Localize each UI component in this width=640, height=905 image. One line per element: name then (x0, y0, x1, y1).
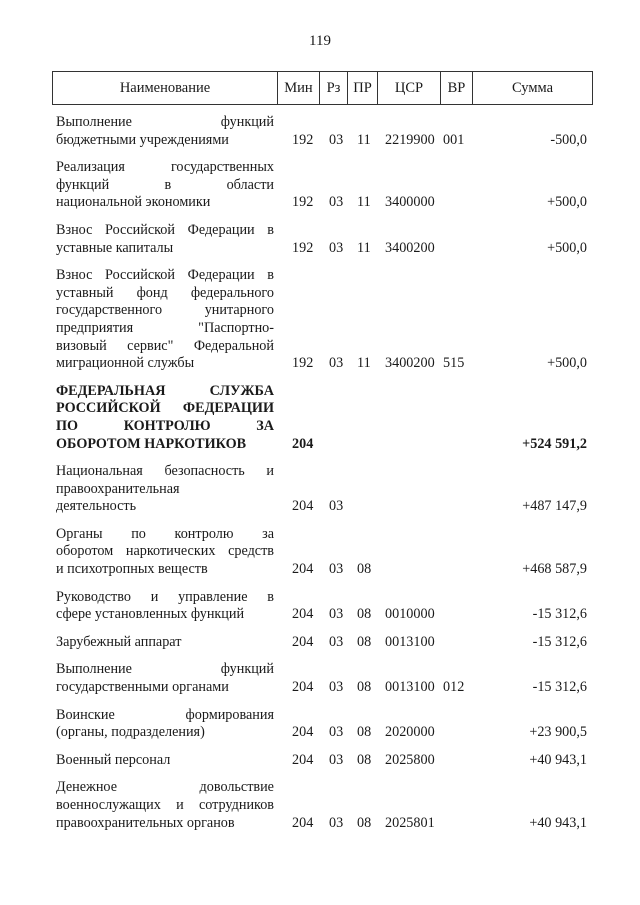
row-name-line: Денежное довольствие (56, 779, 274, 796)
cell-sum: +487 147,9 (522, 498, 587, 515)
row-values (274, 355, 595, 373)
cell-min: 192 (292, 239, 314, 256)
cell-min: 204 (292, 814, 314, 831)
cell-vr (439, 752, 473, 770)
cell-vr (439, 194, 473, 212)
row-name (56, 752, 274, 770)
table-row (56, 267, 596, 373)
row-values (274, 606, 595, 624)
row-values (274, 561, 595, 579)
cell-vr (439, 561, 473, 579)
cell-vr: 012 (443, 679, 465, 696)
row-name (56, 159, 274, 212)
cell-rz: 03 (329, 355, 344, 372)
table-row (56, 661, 596, 696)
cell-rz (318, 436, 346, 454)
cell-pr: 08 (357, 633, 372, 650)
row-name-line: Взнос Российской Федерации в (56, 221, 274, 238)
cell-pr: 11 (357, 355, 371, 372)
row-name (56, 222, 274, 257)
table-row (56, 159, 596, 212)
row-values (274, 815, 595, 833)
cell-csr (376, 498, 439, 516)
row-name (56, 634, 274, 652)
cell-vr: 001 (443, 131, 465, 148)
cell-vr (439, 634, 473, 652)
row-name-line: уставные капиталы (56, 239, 174, 256)
header-pr: ПР (348, 72, 378, 104)
cell-vr (439, 724, 473, 742)
cell-sum: -500,0 (550, 131, 587, 148)
cell-sum: +500,0 (547, 239, 587, 256)
cell-pr: 08 (357, 814, 372, 831)
row-name (56, 661, 274, 696)
row-name (56, 707, 274, 742)
row-name-line: и психотропных веществ (56, 561, 208, 578)
cell-csr: 2025801 (385, 814, 435, 831)
row-name-line: Зарубежный аппарат (56, 633, 182, 650)
cell-pr: 08 (357, 751, 372, 768)
row-name-line: национальной экономики (56, 194, 211, 211)
table-row (56, 114, 596, 149)
cell-sum: +500,0 (547, 194, 587, 211)
cell-rz: 03 (329, 679, 344, 696)
row-values (274, 240, 595, 258)
cell-rz: 03 (329, 814, 344, 831)
cell-min: 204 (292, 679, 314, 696)
cell-vr (439, 436, 473, 454)
header-min: Мин (278, 72, 320, 104)
row-name (56, 526, 274, 579)
table-row (56, 222, 596, 257)
row-name (56, 589, 274, 624)
cell-pr: 08 (357, 606, 372, 623)
cell-sum: -15 312,6 (532, 606, 587, 623)
cell-sum: +500,0 (547, 355, 587, 372)
table-row (56, 752, 596, 770)
cell-csr: 3400000 (385, 194, 435, 211)
row-name-line: визовый сервис" Федеральной (56, 337, 274, 354)
cell-csr: 0010000 (385, 606, 435, 623)
page-number: 119 (309, 33, 331, 49)
row-name-line: Национальная безопасность и (56, 463, 274, 480)
row-name-line: ОБОРОТОМ НАРКОТИКОВ (56, 435, 247, 452)
table-row (56, 779, 596, 832)
cell-pr: 11 (357, 239, 371, 256)
row-values (274, 724, 595, 742)
cell-csr (376, 436, 439, 454)
table-header (52, 71, 593, 105)
header-csr: ЦСР (378, 72, 441, 104)
row-name (56, 779, 274, 832)
row-name (56, 114, 274, 149)
cell-rz: 03 (329, 131, 344, 148)
table-row (56, 383, 596, 453)
cell-csr: 0013100 (385, 679, 435, 696)
cell-sum: +40 943,1 (529, 814, 587, 831)
row-name-line: государственного унитарного (56, 302, 274, 319)
cell-min: 204 (292, 724, 314, 741)
cell-csr: 2219900 (385, 131, 435, 148)
cell-sum: +40 943,1 (529, 751, 587, 768)
cell-min: 204 (292, 751, 314, 768)
row-name-line: (органы, подразделения) (56, 724, 205, 741)
cell-rz: 03 (329, 633, 344, 650)
cell-pr: 08 (357, 724, 372, 741)
header-vr: ВР (441, 72, 473, 104)
cell-rz: 03 (329, 239, 344, 256)
row-values (274, 752, 595, 770)
row-values (274, 436, 595, 454)
row-name-line: миграционной службы (56, 355, 195, 372)
cell-csr: 2025800 (385, 751, 435, 768)
row-values (274, 132, 595, 150)
row-name-line: ФЕДЕРАЛЬНАЯ СЛУЖБА (56, 382, 274, 399)
cell-vr (439, 498, 473, 516)
header-sum: Сумма (511, 79, 554, 96)
row-values (274, 498, 595, 516)
cell-pr: 11 (357, 194, 371, 211)
header-rz: Рз (320, 72, 348, 104)
cell-sum: -15 312,6 (532, 679, 587, 696)
cell-rz: 03 (329, 751, 344, 768)
cell-min: 192 (292, 131, 314, 148)
row-name-line: Военный персонал (56, 751, 171, 768)
cell-vr (439, 815, 473, 833)
cell-sum: -15 312,6 (532, 633, 587, 650)
row-name-line: Взнос Российской Федерации в (56, 267, 274, 284)
table-row (56, 634, 596, 652)
cell-pr: 11 (357, 131, 371, 148)
row-name (56, 383, 274, 453)
table-row (56, 463, 596, 516)
cell-min: 204 (292, 606, 314, 623)
cell-min: 204 (292, 498, 314, 515)
cell-vr (439, 606, 473, 624)
cell-min: 192 (292, 194, 314, 211)
row-name-line: правоохранительная (56, 480, 180, 497)
row-name-line: предприятия "Паспортно- (56, 319, 274, 336)
row-name (56, 463, 274, 516)
cell-rz: 03 (329, 194, 344, 211)
cell-csr: 3400200 (385, 239, 435, 256)
row-name-line: деятельность (56, 498, 137, 515)
cell-sum: +468 587,9 (522, 561, 587, 578)
row-name-line: бюджетными учреждениями (56, 131, 229, 148)
cell-rz: 03 (329, 724, 344, 741)
cell-csr: 0013100 (385, 633, 435, 650)
row-name-line: функций в области (56, 176, 274, 193)
row-name-line: военнослужащих и сотрудников (56, 797, 274, 813)
cell-rz: 03 (329, 561, 344, 578)
row-name-line: Воинские формирования (56, 706, 274, 723)
row-values (274, 634, 595, 652)
row-name-line: оборотом наркотических средств (56, 543, 274, 560)
row-values (274, 194, 595, 212)
table-row (56, 707, 596, 742)
cell-pr (346, 498, 376, 516)
row-values (274, 679, 595, 697)
row-name-line: ПО КОНТРОЛЮ ЗА (56, 417, 274, 434)
row-name (56, 267, 274, 373)
cell-sum: +524 591,2 (522, 435, 587, 452)
cell-csr (376, 561, 439, 579)
cell-csr: 3400200 (385, 355, 435, 372)
row-name-line: уставный фонд федерального (56, 284, 274, 301)
cell-rz: 03 (329, 606, 344, 623)
row-name-line: Органы по контролю за (56, 525, 274, 542)
cell-pr: 08 (357, 679, 372, 696)
cell-pr (346, 436, 376, 454)
table-row (56, 526, 596, 579)
row-name-line: Выполнение функций (56, 114, 274, 130)
cell-min: 204 (292, 561, 314, 578)
row-name-line: РОССИЙСКОЙ ФЕДЕРАЦИИ (56, 400, 274, 417)
cell-vr (439, 240, 473, 258)
table-row (56, 589, 596, 624)
cell-vr: 515 (443, 355, 465, 372)
cell-rz: 03 (329, 498, 344, 515)
row-name-line: правоохранительных органов (56, 814, 235, 831)
row-name-line: Реализация государственных (56, 159, 274, 176)
row-name-line: государственными органами (56, 679, 229, 696)
row-name-line: сфере установленных функций (56, 606, 245, 623)
cell-min: 204 (292, 633, 314, 650)
row-name-line: Руководство и управление в (56, 588, 274, 605)
row-name-line: Выполнение функций (56, 661, 274, 678)
header-name: Наименование (53, 72, 278, 104)
table-body (56, 114, 596, 842)
cell-min: 192 (292, 355, 314, 372)
cell-csr: 2020000 (385, 724, 435, 741)
cell-sum: +23 900,5 (529, 724, 587, 741)
cell-min: 204 (292, 435, 314, 452)
cell-pr: 08 (357, 561, 372, 578)
